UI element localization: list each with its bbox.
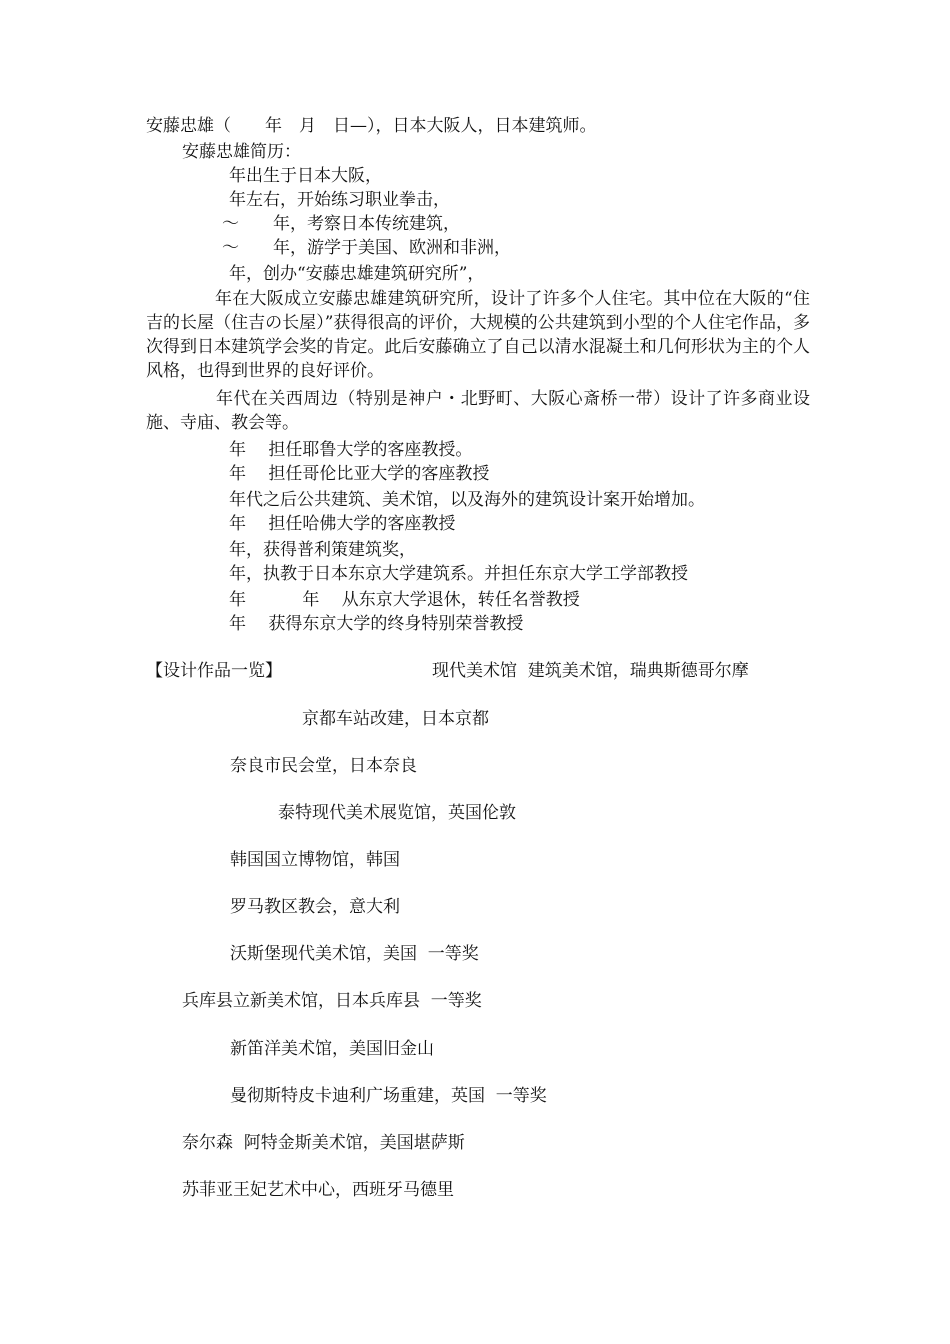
works-item: 新笛洋美术馆，美国旧金山 xyxy=(230,1039,434,1059)
works-item: 现代美术馆 建筑美术馆，瑞典斯德哥尔摩 xyxy=(432,661,749,681)
resume-heading: 安藤忠雄简历： xyxy=(182,142,301,162)
paragraph-studio: 年在大阪成立安藤忠雄建筑研究所，设计了许多个人住宅。其中位在大阪的“住吉的长屋（住吉の长屋）”获得很高的评价，大规模的公共建筑到小型的个人住宅作品，多次得到日本建筑学会奖的肯定。此后安藤确立了自己以清水混凝土和几何形状为主的个人风格，也得到世界的良好评价。 xyxy=(146,289,810,381)
timeline-item: 年 担任哥伦比亚大学的客座教授 xyxy=(229,464,490,484)
timeline-item: 年 获得东京大学的终身特别荣誉教授 xyxy=(229,614,524,634)
timeline-item: 年，执教于日本东京大学建筑系。并担任东京大学工学部教授 xyxy=(229,564,688,584)
works-item: 罗马教区教会，意大利 xyxy=(230,897,400,917)
intro-line: 安藤忠雄（ 年 月 日—），日本大阪人，日本建筑师。 xyxy=(146,116,597,136)
works-item: 曼彻斯特皮卡迪利广场重建，英国 一等奖 xyxy=(230,1086,547,1106)
works-item: 兵库县立新美术馆，日本兵库县 一等奖 xyxy=(182,991,482,1011)
timeline-item: 年 年 从东京大学退休，转任名誉教授 xyxy=(229,590,580,610)
timeline-item: 年，创办“安藤忠雄建筑研究所”， xyxy=(229,264,485,284)
works-item: 奈尔森 阿特金斯美术馆，美国堪萨斯 xyxy=(182,1133,465,1153)
timeline-item: ～ 年，考察日本传统建筑， xyxy=(222,214,460,234)
timeline-item: 年 担任哈佛大学的客座教授 xyxy=(229,514,456,534)
works-item: 京都车站改建，日本京都 xyxy=(302,709,489,729)
works-heading: 【设计作品一览】 xyxy=(146,661,282,681)
paragraph-kansai: 年代在关西周边（特别是神户・北野町、大阪心斎桥一带）设计了许多商业设施、寺庙、教会等。 xyxy=(146,389,810,433)
timeline-item: 年，获得普利策建筑奖， xyxy=(229,540,416,560)
works-item: 韩国国立博物馆，韩国 xyxy=(230,850,400,870)
timeline-item: 年左右，开始练习职业拳击， xyxy=(229,190,450,210)
timeline-item: 年出生于日本大阪， xyxy=(229,166,382,186)
works-item: 奈良市民会堂，日本奈良 xyxy=(230,756,417,776)
works-item: 沃斯堡现代美术馆，美国 一等奖 xyxy=(230,944,479,964)
timeline-item: 年代之后公共建筑、美术馆，以及海外的建筑设计案开始增加。 xyxy=(229,490,705,510)
timeline-item: ～ 年，游学于美国、欧洲和非洲， xyxy=(222,238,511,258)
timeline-item: 年 担任耶鲁大学的客座教授。 xyxy=(229,440,473,460)
works-item: 苏菲亚王妃艺术中心，西班牙马德里 xyxy=(182,1180,454,1200)
works-item: 泰特现代美术展览馆，英国伦敦 xyxy=(278,803,516,823)
